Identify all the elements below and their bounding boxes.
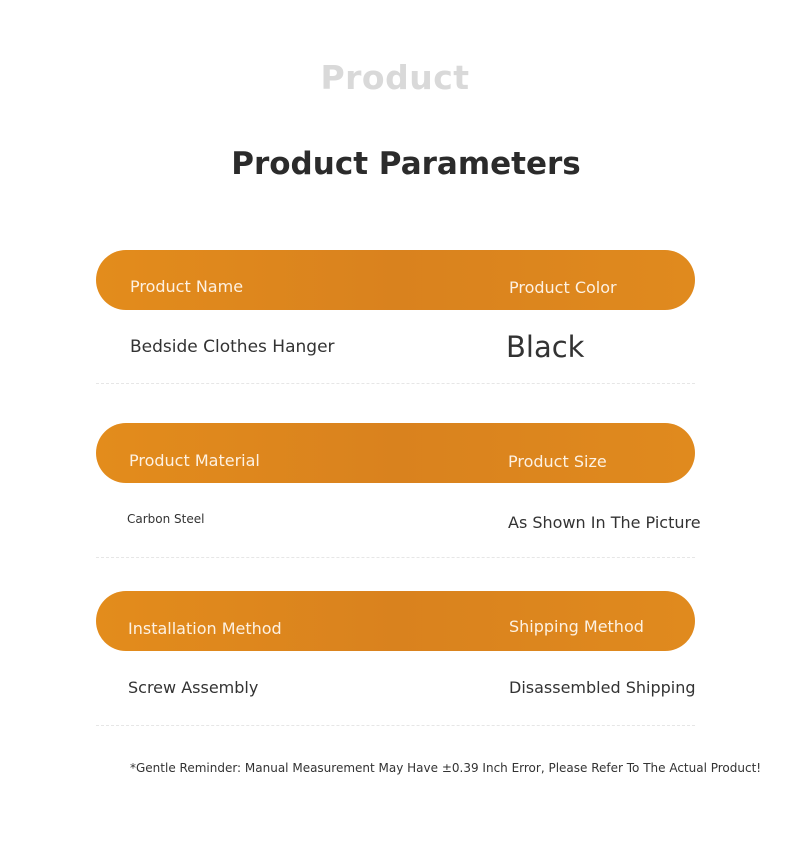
value-installation-method: Screw Assembly [128, 678, 259, 697]
label-product-material: Product Material [129, 451, 260, 470]
gentle-reminder-note: *Gentle Reminder: Manual Measurement May Have ±0.39 Inch Error, Please Refer To The Actual Product! [130, 761, 762, 775]
value-product-material: Carbon Steel [127, 512, 205, 526]
label-installation-method: Installation Method [128, 619, 282, 638]
page-title: Product Parameters [231, 146, 581, 182]
parameter-group-installation-shipping [96, 591, 696, 697]
label-shipping-method: Shipping Method [509, 617, 644, 636]
divider [96, 557, 695, 558]
label-product-color: Product Color [509, 278, 617, 297]
label-product-name: Product Name [130, 277, 244, 296]
value-shipping-method: Disassembled Shipping [509, 678, 696, 697]
header-bar [96, 250, 695, 310]
header-bar [96, 423, 695, 483]
header-bar [96, 591, 695, 651]
watermark-title: Product [320, 58, 470, 97]
value-product-color: Black [506, 330, 585, 364]
parameter-group-name-color [96, 250, 695, 364]
divider [96, 725, 695, 726]
label-product-size: Product Size [508, 452, 607, 471]
value-product-size: As Shown In The Picture [508, 513, 701, 532]
parameter-group-material-size [96, 423, 701, 532]
value-product-name: Bedside Clothes Hanger [130, 337, 335, 357]
divider [96, 383, 695, 384]
